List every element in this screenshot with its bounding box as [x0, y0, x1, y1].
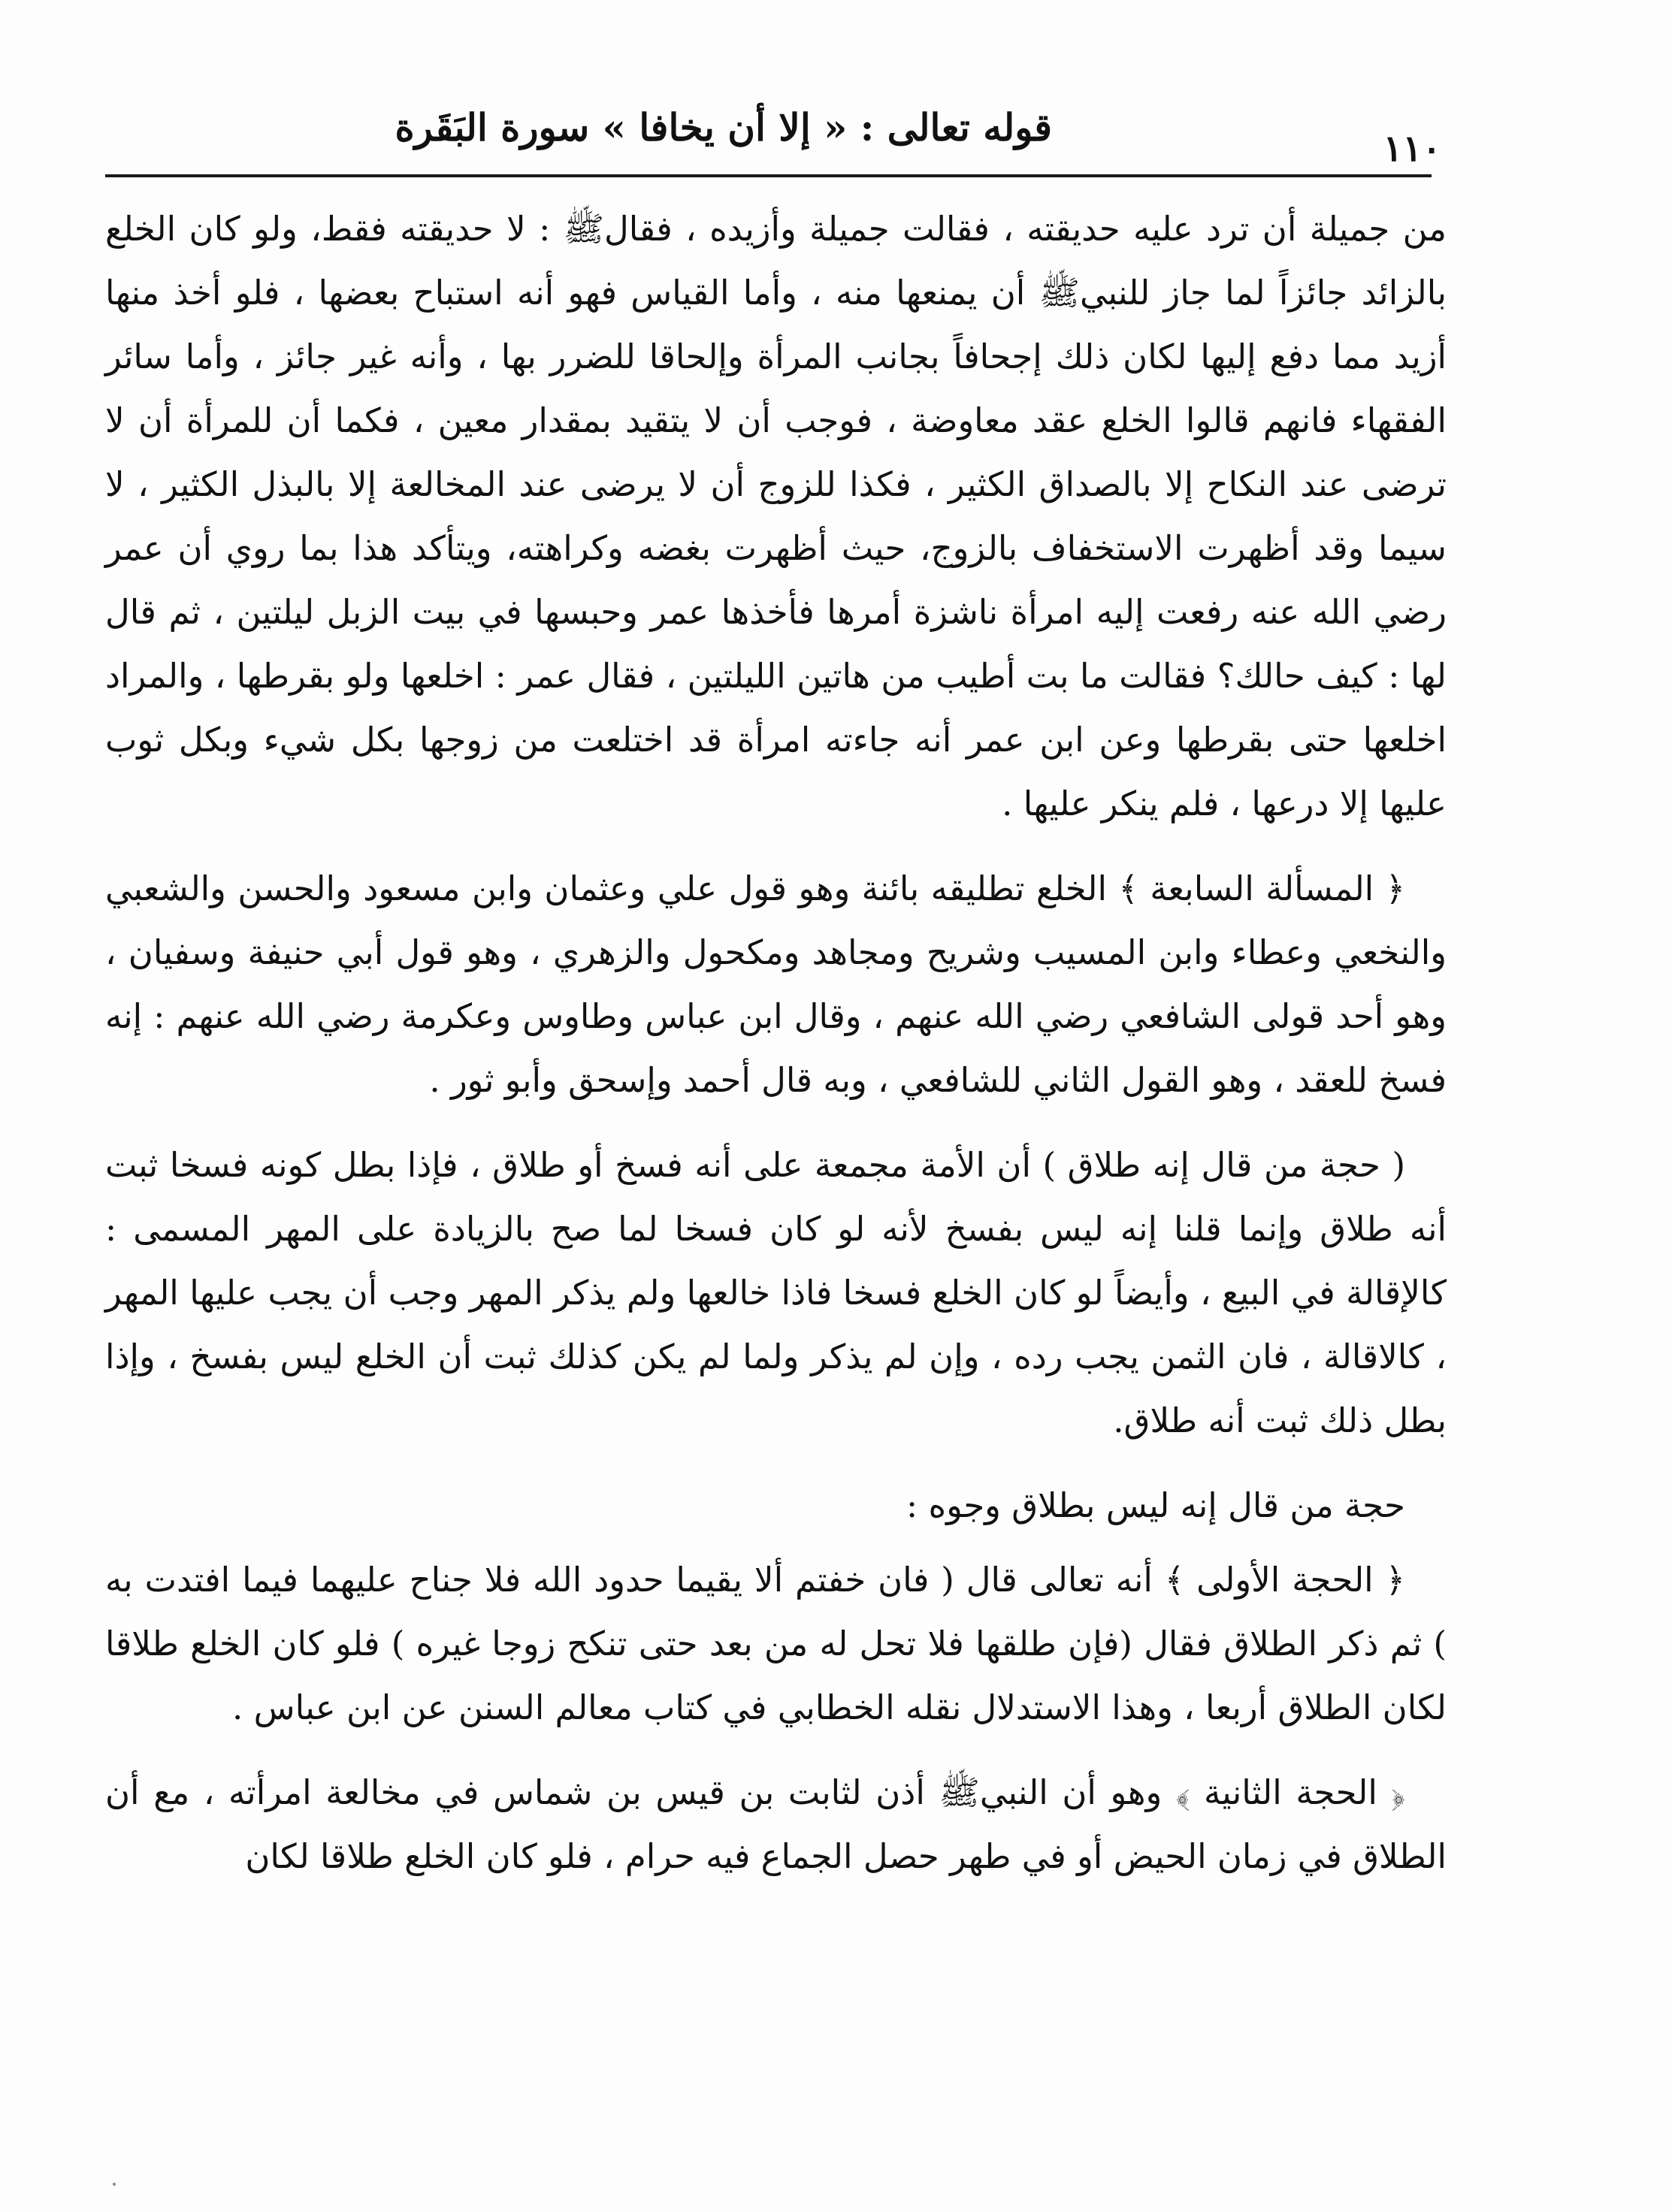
paragraph-6: ﴿ الحجة الثانية ﴾ وهو أن النبيﷺ أذن لثابت بن قيس بن شماس في مخالعة امرأته ، مع أن الطلاق في زمان الحيض أو في طهر حصل الجماع فيه حرام ، فلو كان الخلع طلاقا لكان: [105, 1772, 1447, 1876]
scan-speck: [113, 2183, 116, 2186]
paragraph-5: ﴿ الحجة الأولى ﴾ أنه تعالى قال ( فان خفتم ألا يقيما حدود الله فلا جناح عليهما فيما افتدت به ) ثم ذكر الطلاق فقال (فإن طلقها فلا تحل له من بعد حتى تنكح زوجا غيره ) فلو كان الخلع طلاقا لكان الطلاق أربعا ، وهذا الاستدلال نقله الخطابي في كتاب معالم السنن عن ابن عباس .: [105, 1560, 1447, 1727]
running-header: [105, 96, 1441, 171]
paragraph-2: ﴿ المسألة السابعة ﴾ الخلع تطليقه بائنة وهو قول علي وعثمان وابن مسعود والحسن والشعبي والنخعي وعطاء وابن المسيب وشريح ومجاهد ومكحول والزهري ، وهو قول أبي حنيفة وسفيان ، وهو أحد قولى الشافعي رضي الله عنهم ، وقال ابن عباس وطاوس وعكرمة رضي الله عنهم : إنه فسخ للعقد ، وهو القول الثاني للشافعي ، وبه قال أحمد وإسحق وأبو ثور .: [105, 869, 1447, 1100]
paragraph-4: حجة من قال إنه ليس بطلاق وجوه :: [906, 1485, 1405, 1525]
paragraph-1: من جميلة أن ترد عليه حديقته ، فقالت جميلة وأزيده ، فقالﷺ : لا حديقته فقط، ولو كان الخلع بالزائد جائزاً لما جاز للنبيﷺ أن يمنعها منه ، وأما القياس فهو أنه استباح بعضها ، فلو أخذ منها أزيد مما دفع إليها لكان ذلك إجحافاً بجانب المرأة وإلحاقا للضرر بها ، وأنه غير جائز ، وأما سائر الفقهاء فانهم قالوا الخلع عقد معاوضة ، فوجب أن لا يتقيد بمقدار معين ، فكما أن للمرأة أن لا ترضى عند النكاح إلا بالصداق الكثير ، فكذا للزوج أن لا يرضى عند المخالعة إلا بالبذل الكثير ، لا سيما وقد أظهرت الاستخفاف بالزوج، حيث أظهرت بغضه وكراهته، ويتأكد هذا بما روي أن عمر رضي الله عنه رفعت إليه امرأة ناشزة أمرها فأخذها عمر وحبسها في بيت الزبل ليلتين ، ثم قال لها : كيف حالك؟ فقالت ما بت أطيب من هاتين الليلتين ، فقال عمر : اخلعها ولو بقرطها ، والمراد اخلعها حتى بقرطها وعن ابن عمر أنه جاءته امرأة قد اختلعت من زوجها بكل شيء وبكل ثوب عليها إلا درعها ، فلم ينكر عليها .: [105, 209, 1447, 823]
header-divider: [105, 174, 1432, 177]
header-title: قوله تعالى : « إلا أن يخافا » سورة البَقَرة: [395, 105, 1052, 150]
paragraph-3: ( حجة من قال إنه طلاق ) أن الأمة مجمعة على أنه فسخ أو طلاق ، فإذا بطل كونه فسخا ثبت أنه طلاق وإنما قلنا إنه ليس بفسخ لأنه لو كان فسخا لما صح بالزيادة على المهر المسمى : كالإقالة في البيع ، وأيضاً لو كان الخلع فسخا فاذا خالعها ولم يذكر المهر وجب أن يجب عليها المهر ، كالاقالة ، فان الثمن يجب رده ، وإن لم يذكر ولما لم يكن كذلك ثبت أن الخلع ليس بفسخ ، وإذا بطل ذلك ثبت أنه طلاق.: [105, 1145, 1447, 1440]
body-text: [105, 197, 1447, 1909]
page-number: ١١٠: [1383, 128, 1441, 170]
